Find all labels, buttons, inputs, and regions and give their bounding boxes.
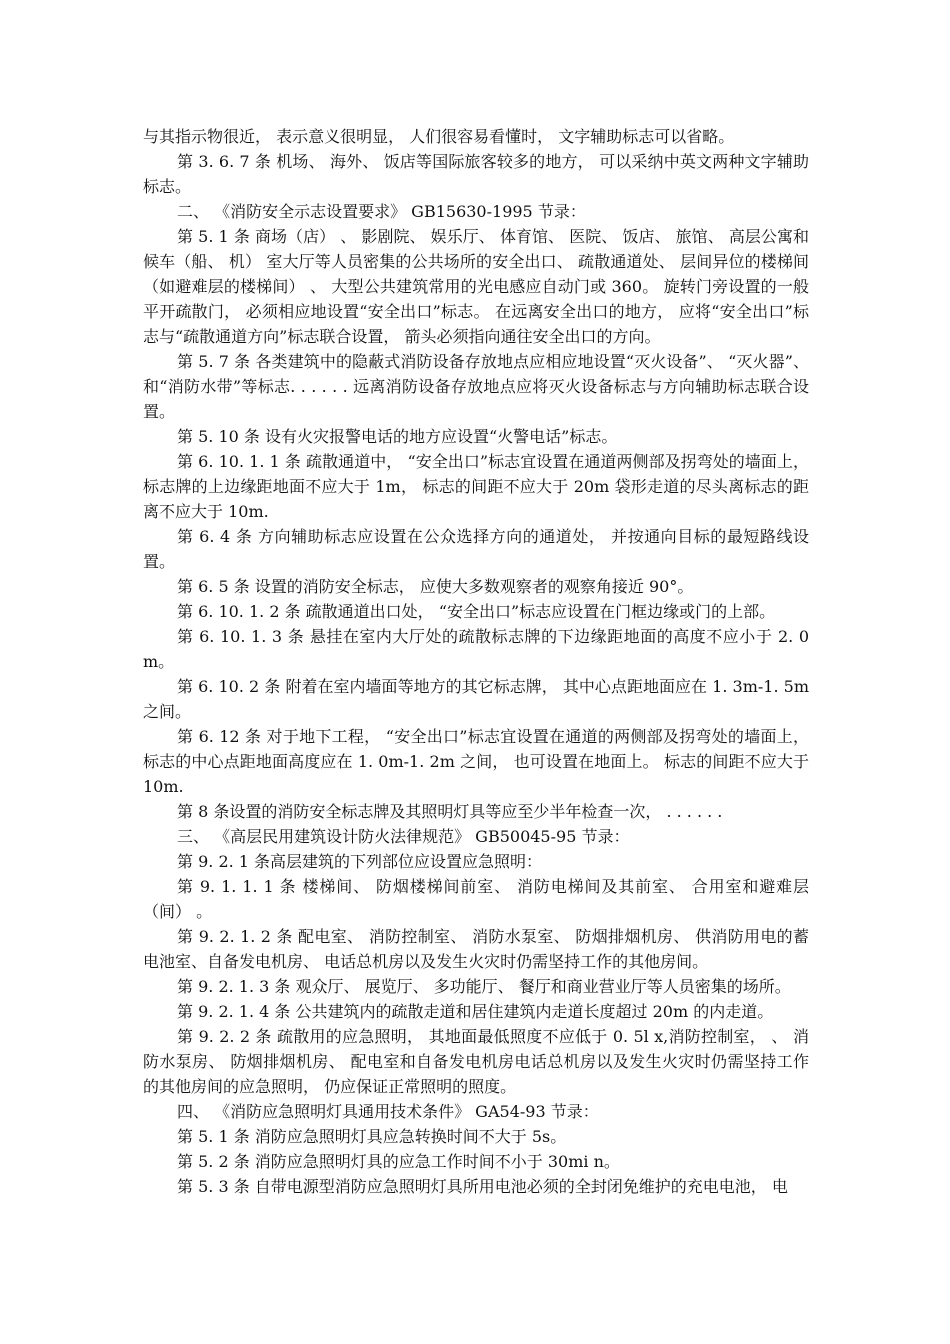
paragraph-21: 第 9. 2. 2 条 疏散用的应急照明， 其地面最低照度不应低于 0. 5l x,消防控制室， 、 消防水泵房、 防烟排烟机房、 配电室和自备发电机房电话总机房以及发生火灾时仍需坚持工作的其他房间的应急照明， 仍应保证正常照明的照度。 <box>143 1027 809 1096</box>
paragraph-18: 第 9. 2. 1. 2 条 配电室、 消防控制室、 消防水泵室、 防烟排烟机房、 供消防用电的蓄电池室、自备发电机房、 电话总机房以及发生火灾时仍需坚持工作的其他房间。 <box>143 927 809 971</box>
section-heading-4: 四、 《消防应急照明灯具通用技术条件》 GA54-93 节录： <box>177 1102 599 1121</box>
paragraph-2: 第 3. 6. 7 条 机场、 海外、 饭店等国际旅客较多的地方， 可以采纳中英文两种文字辅助标志。 <box>143 152 809 196</box>
paragraph-10: 第 6. 10. 1. 2 条 疏散通道出口处， “安全出口”标志应设置在门框边缘或门的上部。 <box>177 602 776 621</box>
paragraph-11: 第 6. 10. 1. 3 条 悬挂在室内大厅处的疏散标志牌的下边缘距地面的高度不应小于 2. 0m。 <box>143 627 809 671</box>
paragraph-16: 第 9. 2. 1 条高层建筑的下列部位应设置应急照明： <box>177 852 543 871</box>
section-heading-2: 二、 《消防安全示志设置要求》 GB15630-1995 节录： <box>177 202 586 221</box>
paragraph-5: 第 5. 7 条 各类建筑中的隐蔽式消防设备存放地点应相应地设置“灭火设备”、 “灭火器”、 和“消防水带”等标志. . . . . . 远离消防设备存放地点应将灭火设备标志与方向辅助标志联合设置。 <box>143 352 809 421</box>
section-heading-3: 三、 《高层民用建筑设计防火法律规范》 GB50045-95 节录： <box>177 827 630 846</box>
paragraph-6: 第 5. 10 条 设有火灾报警电话的地方应设置“火警电话”标志。 <box>177 427 618 446</box>
paragraph-14: 第 8 条设置的消防安全标志牌及其照明灯具等应至少半年检查一次， . . . . . . <box>177 802 723 821</box>
document-page <box>143 124 809 1199</box>
paragraph-1: 与其指示物很近， 表示意义很明显， 人们很容易看懂时， 文字辅助标志可以省略。 <box>143 127 735 146</box>
paragraph-20: 第 9. 2. 1. 4 条 公共建筑内的疏散走道和居住建筑内走道长度超过 20m 的内走道。 <box>177 1002 774 1021</box>
paragraph-25: 第 5. 3 条 自带电源型消防应急照明灯具所用电池必须的全封闭免维护的充电电池， 电 <box>177 1177 788 1196</box>
paragraph-19: 第 9. 2. 1. 3 条 观众厅、 展览厅、 多功能厅、 餐厅和商业营业厅等人员密集的场所。 <box>177 977 791 996</box>
paragraph-8: 第 6. 4 条 方向辅助标志应设置在公众选择方向的通道处， 并按通向目标的最短路线设置。 <box>143 527 809 571</box>
paragraph-4: 第 5. 1 条 商场（店） 、 影剧院、 娱乐厅、 体育馆、 医院、 饭店、 旅馆、 高层公寓和候车（船、 机） 室大厅等人员密集的公共场所的安全出口、 疏散通道处、 层间异位的楼梯间（如避难层的楼梯间） 、 大型公共建筑常用的光电感应自动门或 360。 旋转门旁设置的一般平开疏散门， 必须相应地设置“安全出口”标志。 在远离安全出口的地方， 应将“安全出口”标志与“疏散通道方向”标志联合设置， 箭头必须指向通往安全出口的方向。 <box>143 227 809 346</box>
paragraph-23: 第 5. 1 条 消防应急照明灯具应急转换时间不大于 5s。 <box>177 1127 567 1146</box>
paragraph-7: 第 6. 10. 1. 1 条 疏散通道中， “安全出口”标志宜设置在通道两侧部及拐弯处的墙面上， 标志牌的上边缘距地面不应大于 1m， 标志的间距不应大于 20m 袋形走道的尽头离标志的距离不应大于 10m. <box>143 452 809 521</box>
paragraph-9: 第 6. 5 条 设置的消防安全标志， 应使大多数观察者的观察角接近 90°。 <box>177 577 694 596</box>
paragraph-24: 第 5. 2 条 消防应急照明灯具的应急工作时间不小于 30mi n。 <box>177 1152 620 1171</box>
paragraph-13: 第 6. 12 条 对于地下工程， “安全出口”标志宜设置在通道的两侧部及拐弯处的墙面上， 标志的中心点距地面高度应在 1. 0m-1. 2m 之间， 也可设置在地面上。 标志的间距不应大于 10m. <box>143 727 809 796</box>
paragraph-17: 第 9. 1. 1. 1 条 楼梯间、 防烟楼梯间前室、 消防电梯间及其前室、 合用室和避难层（间） 。 <box>143 877 809 921</box>
paragraph-12: 第 6. 10. 2 条 附着在室内墙面等地方的其它标志牌， 其中心点距地面应在 1. 3m-1. 5m 之间。 <box>143 677 809 721</box>
